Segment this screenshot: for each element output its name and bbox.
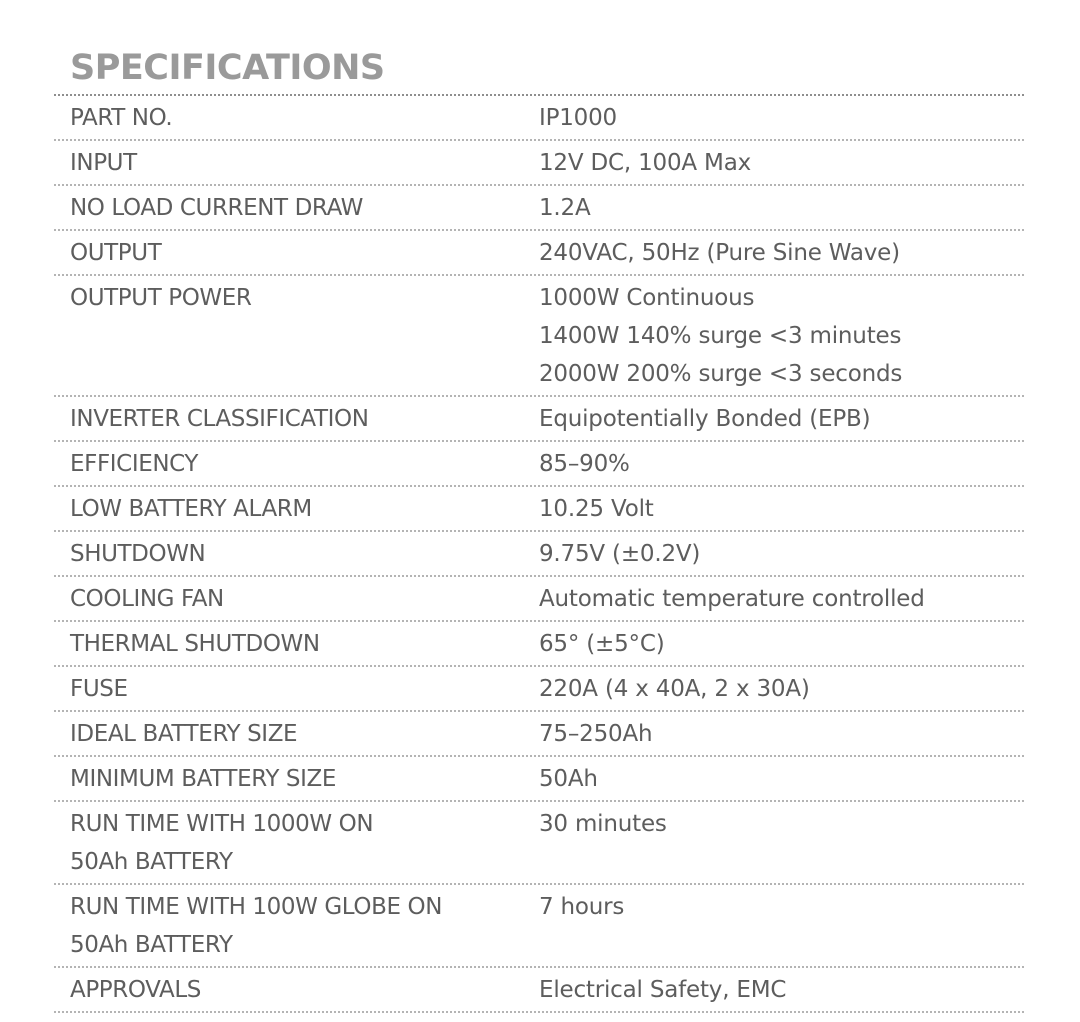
spec-value [539,757,1024,800]
spec-row [54,667,1024,712]
spec-label-line: PART NO. [70,105,173,131]
spec-row [54,96,1024,141]
spec-label [54,885,539,966]
spec-value-line: 75–250Ah [539,721,653,747]
spec-value [539,442,1024,485]
spec-value [539,96,1024,139]
spec-label [54,186,539,229]
spec-label [54,442,539,485]
spec-label-line: OUTPUT [70,240,162,266]
spec-value [539,577,1024,620]
spec-row [54,532,1024,577]
spec-row [54,577,1024,622]
spec-label-line: THERMAL SHUTDOWN [70,631,320,657]
page-title: SPECIFICATIONS [70,48,385,88]
spec-value-line: 2000W 200% surge <3 seconds [539,361,903,387]
spec-label-line: RUN TIME WITH 100W GLOBE ON [70,894,443,920]
spec-value-line: 1000W Continuous [539,285,755,311]
spec-value [539,622,1024,665]
spec-value-line: Equipotentially Bonded (EPB) [539,406,871,432]
spec-row [54,712,1024,757]
spec-value-line: 1.2A [539,195,591,221]
spec-label-line: SHUTDOWN [70,541,206,567]
spec-value-line: IP1000 [539,105,617,131]
spec-label [54,622,539,665]
spec-label-line: APPROVALS [70,977,201,1003]
spec-row [54,397,1024,442]
spec-row [54,442,1024,487]
spec-label-line: FUSE [70,676,128,702]
spec-label-line: OUTPUT POWER [70,285,252,311]
spec-label [54,968,539,1011]
spec-row [54,276,1024,397]
spec-value [539,667,1024,710]
spec-value [539,712,1024,755]
spec-row [54,968,1024,1013]
spec-row [54,231,1024,276]
spec-label [54,802,539,883]
spec-value-line: 10.25 Volt [539,496,654,522]
spec-value [539,532,1024,575]
spec-label [54,712,539,755]
spec-label [54,231,539,274]
spec-label-line: IDEAL BATTERY SIZE [70,721,298,747]
spec-label-line: INPUT [70,150,137,176]
spec-table [54,96,1024,1013]
spec-value-line: 85–90% [539,451,630,477]
spec-value-line: Automatic temperature controlled [539,586,925,612]
spec-label [54,397,539,440]
spec-value-line: Electrical Safety, EMC [539,977,787,1003]
spec-value [539,802,1024,883]
spec-row [54,885,1024,968]
spec-value-line: 9.75V (±0.2V) [539,541,701,567]
spec-label-line: NO LOAD CURRENT DRAW [70,195,363,221]
spec-row [54,802,1024,885]
spec-label [54,141,539,184]
spec-value-line: 12V DC, 100A Max [539,150,751,176]
spec-label-line: INVERTER CLASSIFICATION [70,406,369,432]
spec-label-line: 50Ah BATTERY [70,849,233,875]
spec-row [54,186,1024,231]
spec-row [54,622,1024,667]
spec-value [539,487,1024,530]
spec-value [539,885,1024,966]
spec-label [54,667,539,710]
spec-label-line: EFFICIENCY [70,451,199,477]
spec-value [539,276,1024,395]
spec-label [54,96,539,139]
spec-label-line: 50Ah BATTERY [70,932,233,958]
spec-label [54,532,539,575]
spec-sheet [54,0,1024,1013]
spec-value-line: 7 hours [539,894,625,920]
spec-label [54,757,539,800]
spec-value [539,231,1024,274]
spec-label [54,276,539,395]
spec-value-line: 220A (4 x 40A, 2 x 30A) [539,676,810,702]
spec-value-line: 65° (±5°C) [539,631,665,657]
spec-label-line: MINIMUM BATTERY SIZE [70,766,336,792]
spec-value-line: 1400W 140% surge <3 minutes [539,323,902,349]
spec-value-line: 240VAC, 50Hz (Pure Sine Wave) [539,240,900,266]
spec-label [54,577,539,620]
spec-row [54,487,1024,532]
spec-value [539,186,1024,229]
spec-label-line: LOW BATTERY ALARM [70,496,312,522]
spec-value-line: 50Ah [539,766,598,792]
spec-label-line: COOLING FAN [70,586,224,612]
spec-label-line: RUN TIME WITH 1000W ON [70,811,374,837]
spec-label [54,487,539,530]
spec-value [539,968,1024,1011]
spec-row [54,141,1024,186]
spec-value [539,141,1024,184]
spec-value [539,397,1024,440]
spec-value-line: 30 minutes [539,811,667,837]
spec-row [54,757,1024,802]
